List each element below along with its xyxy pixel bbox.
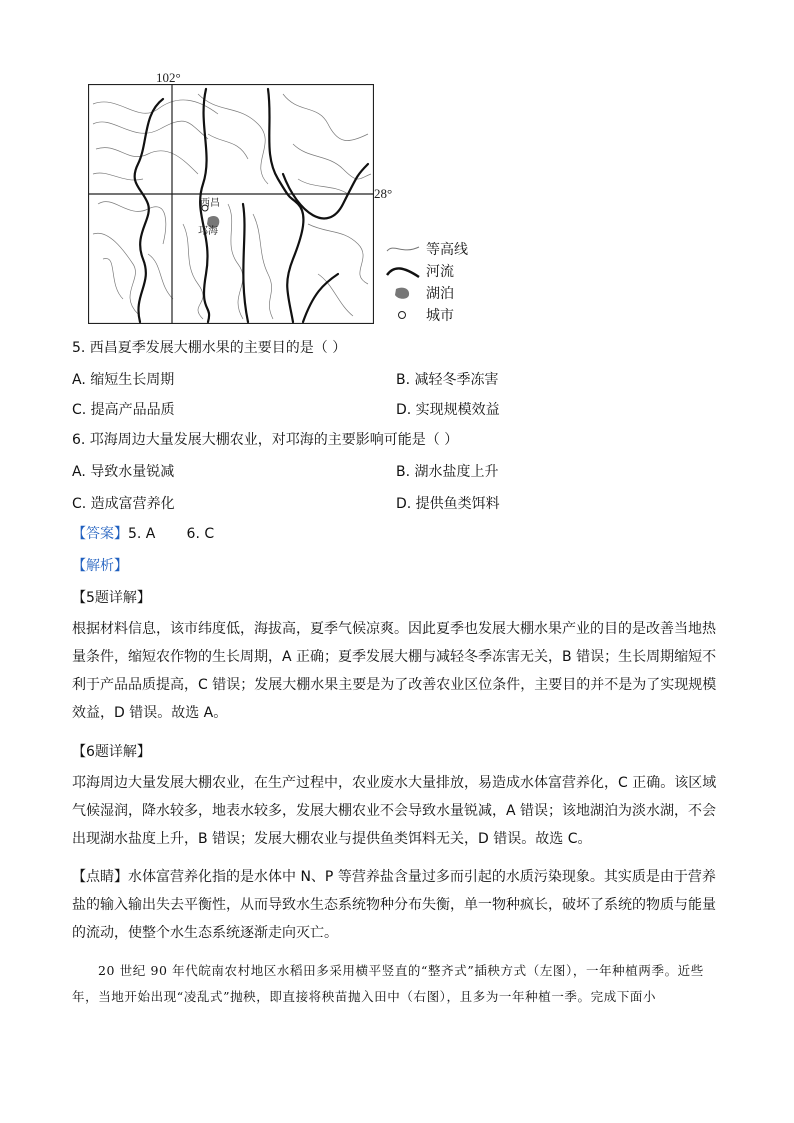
answer-tag: 【答案】 (72, 526, 128, 542)
label-latitude: 28° (374, 186, 393, 201)
q6-option-a: A. 导致水量锐减 (72, 464, 175, 480)
label-lake: 邛海 (198, 226, 218, 237)
lake-fill-icon (386, 285, 420, 301)
detail-6-tag: 【6题详解】 (72, 744, 151, 760)
analysis-tag: 【解析】 (72, 558, 128, 574)
q5-option-d: D. 实现规模效益 (396, 402, 500, 418)
q6-option-d: D. 提供鱼类饵料 (396, 496, 500, 512)
river-line-icon (386, 263, 420, 279)
q5-option-a: A. 缩短生长周期 (72, 372, 175, 388)
label-city: 西昌 (200, 198, 220, 209)
note-text: 水体富营养化指的是水体中 N、P 等营养盐含量过多而引起的水质污染现象。其实质是由于营养盐的输入输出失去平衡性，从而导致水生态系统物种分布失衡，单一物种疯长，破坏了系统的物质与能量的流动，使整个水生态系统逐渐走向灭亡。 (72, 869, 716, 941)
question-6-stem: 6. 邛海周边大量发展大棚农业，对邛海的主要影响可能是（ ） (72, 432, 459, 448)
map-drawing (88, 84, 374, 324)
detail-6-text: 邛海周边大量发展大棚农业，在生产过程中，农业废水大量排放，易造成水体富营养化，C 正确。该区域气候湿润，降水较多，地表水较多，发展大棚农业不会导致水量锐减，A 错误；该地湖泊为淡水湖，不会出现湖水盐度上升，B 错误；发展大棚农业与提供鱼类饵料无关，D 错误。故选 C。 (72, 775, 717, 847)
question-5-stem: 5. 西昌夏季发展大棚水果的主要目的是（ ） (72, 340, 347, 356)
next-material: 20 世纪 90 年代皖南农村地区水稻田多采用横平竖直的“整齐式”插秧方式（左图），一年种植两季。近些年，当地开始出现“凌乱式”抛秧，即直接将秧苗抛入田中（右图），且多为一年种植一季。完成下面小 (72, 963, 704, 1004)
q5-option-b: B. 减轻冬季冻害 (396, 372, 499, 388)
city-circle-icon (386, 307, 420, 323)
q6-option-b: B. 湖水盐度上升 (396, 464, 499, 480)
q5-option-c: C. 提高产品品质 (72, 402, 175, 418)
label-longitude: 102° (156, 70, 181, 85)
legend-lake (386, 282, 454, 304)
map-legend (386, 238, 506, 328)
q6-option-c: C. 造成富营养化 (72, 496, 175, 512)
legend-river (386, 260, 454, 282)
answer-text: 5. A 6. C (128, 526, 215, 542)
note-tag: 【点睛】 (72, 869, 128, 885)
legend-label: 城市 (426, 308, 454, 324)
answer-line (72, 523, 214, 545)
legend-label: 河流 (426, 264, 454, 280)
contour-line-icon (386, 241, 420, 257)
note-paragraph (72, 863, 722, 947)
legend-city (386, 304, 454, 326)
legend-label: 等高线 (426, 242, 468, 258)
legend-contour (386, 238, 468, 260)
detail-5-tag: 【5题详解】 (72, 590, 151, 606)
detail-5-text: 根据材料信息，该市纬度低，海拔高，夏季气候凉爽。因此夏季也发展大棚水果产业的目的是改善当地热量条件，缩短农作物的生长周期，A 正确；夏季发展大棚与减轻冬季冻害无关，B 错误；生长周期缩短不利于产品品质提高，C 错误；发展大棚水果主要是为了改善农业区位条件，主要目的并不是为了实现规模效益，D 错误。故选 A。 (72, 621, 717, 721)
topographic-map (88, 84, 374, 324)
legend-label: 湖泊 (426, 286, 454, 302)
